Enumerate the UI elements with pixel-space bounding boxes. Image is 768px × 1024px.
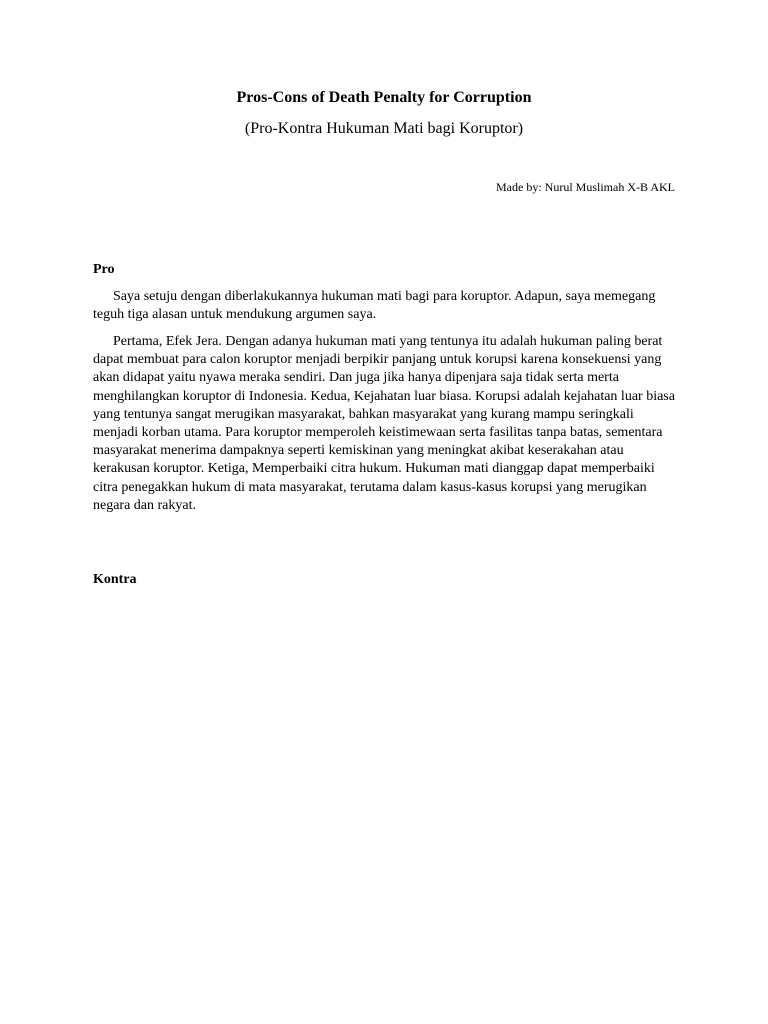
- section-heading-pro: Pro: [93, 262, 115, 277]
- document-title: Pros-Cons of Death Penalty for Corruption: [236, 89, 532, 106]
- author-credit: Made by: Nurul Muslimah X-B AKL: [496, 180, 675, 194]
- section-heading-kontra: Kontra: [93, 572, 137, 587]
- pro-paragraph-reasons: Pertama, Efek Jera. Dengan adanya hukuman mati yang tentunya itu adalah hukuman paling berat dapat membuat para calon koruptor menjadi berpikir panjang untuk korupsi karena konsekuensi yang akan didapat yaitu nyawa meraka sendiri. Dan juga jika hanya dipenjara saja tidak serta merta menghilangkan koruptor di Indonesia. Kedua, Kejahatan luar biasa. Korupsi adalah kejahatan luar biasa yang tentunya sangat merugikan masyarakat, bahkan masyarakat yang kurang mampu seringkali menjadi korban utama. Para koruptor memperoleh keistimewaan serta fasilitas tanpa batas, sementara masyarakat menerima dampaknya seperti kemiskinan yang meningkat akibat keserakahan atau kerakusan koruptor. Ketiga, Memperbaiki citra hukum. Hukuman mati dianggap dapat memperbaiki citra penegakkan hukum di mata masyarakat, terutama dalam kasus-kasus korupsi yang merugikan negara dan rakyat.: [93, 334, 675, 513]
- pro-paragraph-intro: Saya setuju dengan diberlakukannya hukuman mati bagi para koruptor. Adapun, saya memegang teguh tiga alasan untuk mendukung argumen saya.: [93, 289, 656, 323]
- document-subtitle: (Pro-Kontra Hukuman Mati bagi Koruptor): [244, 120, 524, 137]
